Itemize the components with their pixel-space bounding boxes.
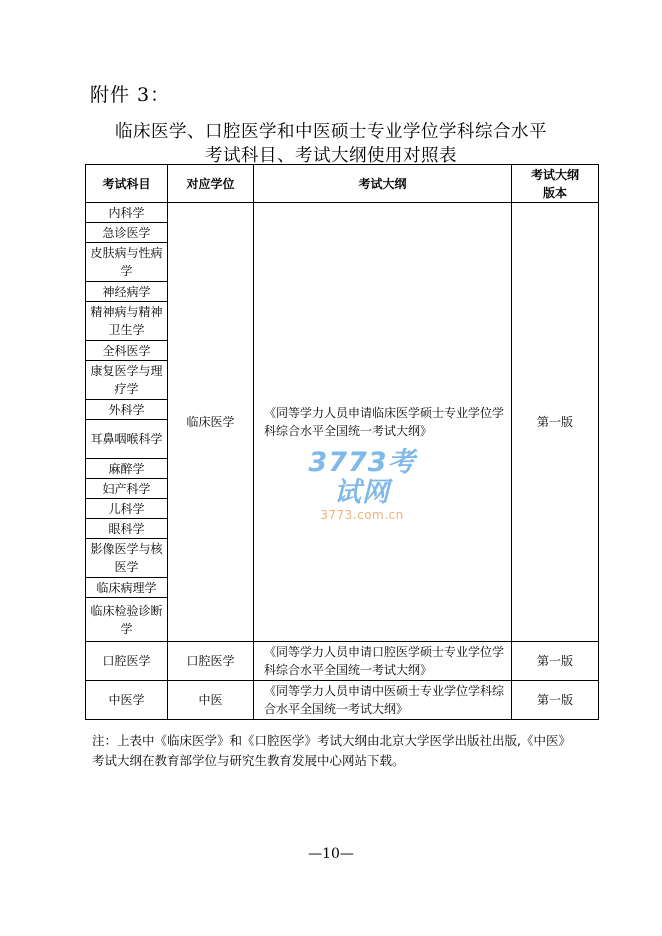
footnote: 注：上表中《临床医学》和《口腔医学》考试大纲由北京大学医学出版社出版,《中医》考试大纲在教育部学位与研究生教育发展中心网站下载。 [92,733,571,768]
degree-cell: 中医 [168,681,254,720]
subject-cell: 儿科学 [86,499,168,519]
subject-cell: 外科学 [86,400,168,420]
subject-cell: 临床检验诊断学 [86,598,168,642]
subject-cell: 全科医学 [86,341,168,361]
subject-cell: 精神病与精神卫生学 [86,302,168,341]
outline-cell: 《同等学力人员申请口腔医学硕士专业学位学科综合水平全国统一考试大纲》 [254,642,512,681]
outline-cell: 《同等学力人员申请中医硕士专业学位学科综合水平全国统一考试大纲》 [254,681,512,720]
document-title-line-2: 考试科目、考试大纲使用对照表 [205,146,457,166]
header-degree: 对应学位 [168,165,254,203]
watermark-url: 3773.com.cn [320,508,404,522]
subject-cell: 皮肤病与性病学 [86,243,168,282]
subject-cell: 影像医学与核医学 [86,539,168,578]
table-row [86,642,599,681]
attachment-label: 附件 3： [90,84,171,106]
document-title-line-1: 临床医学、口腔医学和中医硕士专业学位学科综合水平 [115,122,547,142]
subject-cell: 神经病学 [86,282,168,302]
subject-cell: 麻醉学 [86,459,168,479]
table-row [86,203,599,223]
exam-reference-table [85,164,599,720]
subject-cell: 康复医学与理疗学 [86,361,168,400]
degree-cell: 临床医学 [168,203,254,642]
version-cell: 第一版 [512,642,599,681]
subject-cell: 耳鼻咽喉科学 [86,420,168,459]
header-outline: 考试大纲 [254,165,512,203]
watermark-logo: 3773考试网 [308,447,416,508]
header-version [512,165,599,203]
subject-cell: 妇产科学 [86,479,168,499]
subject-cell: 急诊医学 [86,223,168,243]
header-version-line-2: 版本 [542,185,567,200]
table-row [86,681,599,720]
subject-cell: 中医学 [86,681,168,720]
degree-cell: 口腔医学 [168,642,254,681]
subject-cell: 口腔医学 [86,642,168,681]
subject-cell: 内科学 [86,203,168,223]
header-version-line-1: 考试大纲 [530,167,579,182]
outline-cell: 《同等学力人员申请临床医学硕士专业学位学科综合水平全国统一考试大纲》 [254,203,512,642]
subject-cell: 眼科学 [86,519,168,539]
page-number: —10— [308,846,354,862]
header-subject: 考试科目 [86,165,168,203]
subject-cell: 临床病理学 [86,578,168,598]
table-header-row [86,165,599,203]
version-cell: 第一版 [512,681,599,720]
version-cell: 第一版 [512,203,599,642]
